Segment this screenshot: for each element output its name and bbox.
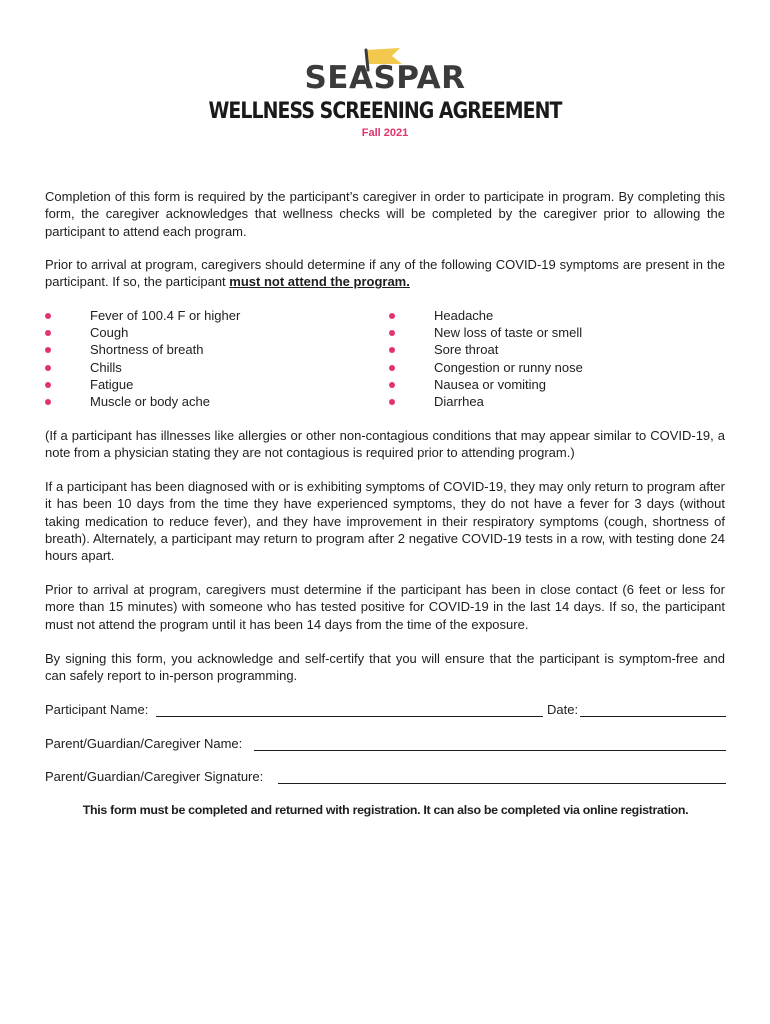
guardian-name-label: Parent/Guardian/Caregiver Name: — [45, 736, 243, 751]
symptom-list-left — [45, 307, 240, 410]
symptoms-emphasis: must not attend the program. — [229, 274, 410, 290]
list-item: Sore throat — [389, 341, 583, 358]
bullet-icon — [45, 330, 51, 336]
list-item: Chills — [45, 359, 240, 376]
bullet-icon — [45, 365, 51, 371]
symptoms-paragraph — [45, 256, 725, 291]
list-item: Muscle or body ache — [45, 393, 240, 410]
list-item: Congestion or runny nose — [389, 359, 583, 376]
symptoms-lead: Prior to arrival at program, caregivers should determine if any of the following COVID-19 symptoms are present in the participant. If so, the participant — [45, 257, 725, 290]
list-item: Fever of 100.4 F or higher — [45, 307, 240, 324]
footer-note: This form must be completed and returned with registration. It can also be completed via online registration. — [82, 803, 689, 817]
participant-name-label: Participant Name: — [45, 702, 149, 717]
season-subtitle: Fall 2021 — [361, 127, 409, 139]
bullet-icon — [389, 347, 395, 353]
participant-name-field[interactable] — [156, 703, 543, 717]
list-item: Shortness of breath — [45, 341, 240, 358]
certify-paragraph: By signing this form, you acknowledge and self-certify that you will ensure that the participant is symptom-free and can safely report to in-person programming. — [45, 651, 725, 684]
guardian-name-field[interactable] — [254, 737, 726, 751]
date-label: Date: — [547, 702, 579, 717]
guardian-signature-field[interactable] — [278, 770, 726, 784]
intro-paragraph: Completion of this form is required by the participant’s caregiver in order to participate in program. By completing this form, the caregiver acknowledges that wellness checks will be completed by the caregiver prior to allowing the participant to attend each program. — [45, 189, 725, 239]
list-item: New loss of taste or smell — [389, 324, 583, 341]
list-item: Headache — [389, 307, 583, 324]
list-item: Fatigue — [45, 376, 240, 393]
bullet-icon — [45, 399, 51, 405]
close-contact-paragraph: Prior to arrival at program, caregivers must determine if the participant has been in close contact (6 feet or less for more than 15 minutes) with someone who has tested positive for COVID-19 in the last 14 days. If so, the participant must not attend the program until it has been 14 days from the time of the exposure. — [45, 582, 725, 632]
guardian-name-row — [45, 736, 726, 756]
list-item: Cough — [45, 324, 240, 341]
bullet-icon — [45, 347, 51, 353]
guardian-signature-label: Parent/Guardian/Caregiver Signature: — [45, 769, 264, 784]
seaspar-logo-text: SEASPAR — [304, 60, 466, 96]
allergies-note: (If a participant has illnesses like allergies or other non-contagious conditions that may appear similar to COVID-19, a note from a physician stating they are not contagious is required prior to attending program.) — [45, 428, 725, 461]
bullet-icon — [389, 365, 395, 371]
bullet-icon — [45, 313, 51, 319]
diagnosed-paragraph: If a participant has been diagnosed with or is exhibiting symptoms of COVID-19, they may only return to program after it has been 10 days from the time they have experienced symptoms, they do not have a fever for 3 days (without taking medication to reduce fever), and they have improvement in their respiratory symptoms (cough, shortness of breath). Alternately, a participant may return to program after 2 negative COVID-19 tests in a row, with testing done 24 hours apart. — [45, 479, 725, 564]
bullet-icon — [389, 330, 395, 336]
page-title: WELLNESS SCREENING AGREEMENT — [208, 99, 562, 124]
date-field[interactable] — [580, 703, 726, 717]
bullet-icon — [389, 382, 395, 388]
symptom-list-right — [389, 307, 583, 410]
list-item: Nausea or vomiting — [389, 376, 583, 393]
participant-row — [45, 702, 726, 722]
list-item: Diarrhea — [389, 393, 583, 410]
bullet-icon — [389, 399, 395, 405]
guardian-signature-row — [45, 769, 726, 789]
bullet-icon — [389, 313, 395, 319]
bullet-icon — [45, 382, 51, 388]
